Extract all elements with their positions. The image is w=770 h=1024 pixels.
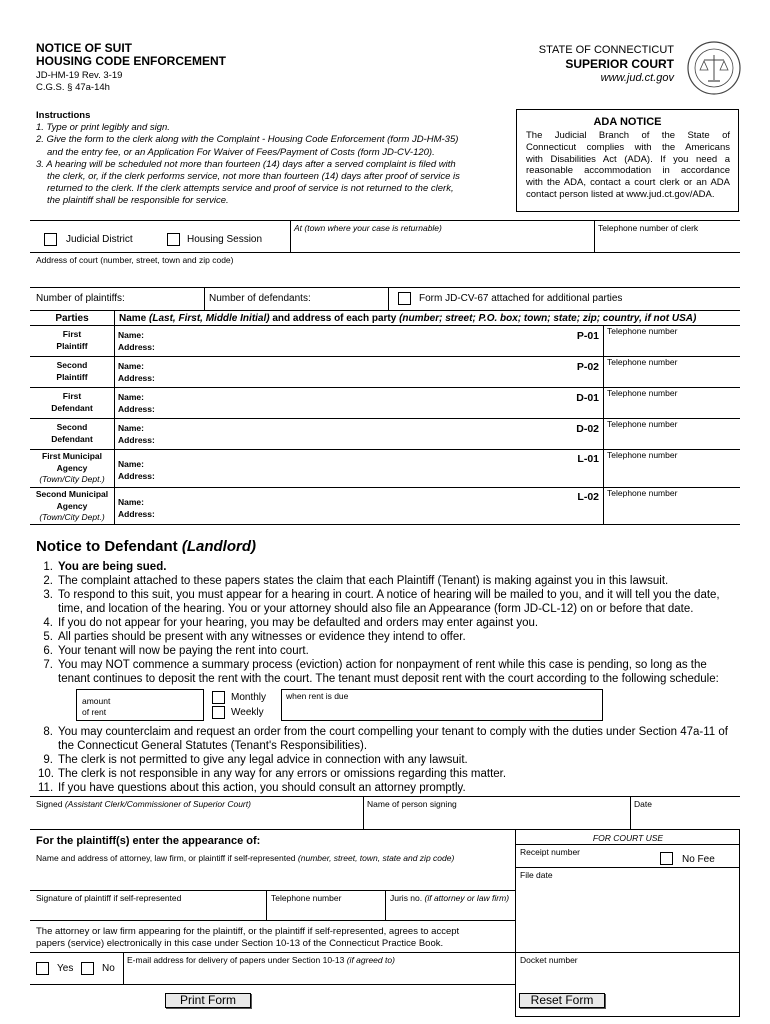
- party-type-label: First Defendant: [51, 391, 93, 413]
- ada-line: The Judicial Branch of the State of: [526, 130, 730, 141]
- divider: [204, 287, 205, 311]
- divider: [385, 890, 386, 920]
- court-address-label: Address of court (number, street, town and zip code): [36, 255, 234, 265]
- reset-form-button[interactable]: Reset Form: [519, 993, 605, 1008]
- divider: [290, 220, 291, 252]
- date-label[interactable]: Date: [634, 799, 652, 809]
- party-fields[interactable]: Name: Address:: [118, 330, 155, 352]
- ada-title: ADA NOTICE: [593, 116, 662, 128]
- party-code: L-02: [577, 491, 599, 503]
- ada-notice-box: [516, 109, 739, 212]
- divider: [30, 890, 516, 891]
- defendants-count-label: Number of defendants:: [209, 293, 311, 304]
- party-type-label: Second Municipal Agency (Town/City Dept.): [35, 489, 109, 522]
- at-town-label: At (town where your case is returnable): [294, 223, 442, 233]
- no-fee-checkbox[interactable]: [660, 852, 673, 865]
- divider: [266, 890, 267, 920]
- when-rent-due-field[interactable]: [281, 689, 603, 721]
- divider: [30, 984, 516, 985]
- instruction-line: and the entry fee, or an Application For Waiver of Fees/Payment of Costs (form JD-CV-120).: [47, 146, 435, 158]
- instructions-heading: Instructions: [36, 110, 91, 121]
- email-label[interactable]: E-mail address for delivery of papers under Section 10-13 (if agreed to): [127, 955, 395, 965]
- appearance-heading: For the plaintiff(s) enter the appearance of:: [36, 835, 261, 847]
- weekly-checkbox[interactable]: [212, 706, 225, 719]
- instruction-line: 3. A hearing will be scheduled not more than fourteen (14) days after a served complaint is filed with: [36, 158, 456, 170]
- ada-line: Connecticut complies with the Americans: [526, 141, 730, 153]
- form-id: JD-HM-19 Rev. 3-19: [36, 70, 123, 81]
- notice-list-2: [38, 725, 738, 795]
- plaintiffs-count-label: Number of plaintiffs:: [36, 293, 125, 304]
- file-date-label[interactable]: File date: [520, 870, 553, 880]
- instruction-line: the plaintiff shall be responsible for service.: [47, 195, 229, 207]
- party-code: D-01: [576, 392, 599, 404]
- divider: [603, 325, 604, 524]
- monthly-checkbox[interactable]: [212, 691, 225, 704]
- instruction-line: returned to the clerk. If the clerk attempts service and proof of service is not returned to the clerk,: [47, 183, 454, 195]
- divider: [30, 287, 740, 288]
- party-phone-label[interactable]: Telephone number: [607, 419, 678, 429]
- party-code: P-02: [576, 361, 599, 373]
- party-fields[interactable]: Name: Address:: [118, 497, 155, 519]
- weekly-label: Weekly: [231, 707, 264, 718]
- docket-number-label[interactable]: Docket number: [520, 955, 578, 965]
- party-phone-label[interactable]: Telephone number: [607, 450, 678, 460]
- divider: [30, 252, 740, 253]
- divider: [30, 310, 740, 311]
- no-fee-label: No Fee: [682, 854, 715, 865]
- divider: [30, 220, 740, 221]
- notice-item: 8. You may counterclaim and request an order from the court compelling your tenant to comply with the duties under Section 47a-11 of the Connecticut General Statutes (Tenant's Responsibilities).: [43, 726, 728, 752]
- party-fields[interactable]: Name: Address:: [118, 361, 155, 383]
- party-type-label: First Plaintiff: [56, 329, 88, 351]
- notice-item: 3. To respond to this suit, you must appear for a hearing in court. A notice of hearing will be mailed to you, and it will tell you the date, time, and location of the hearing. You or your attorney should also file an Appearance (form JD-CL-12) on or before that date.: [43, 589, 720, 615]
- divider: [515, 867, 740, 868]
- party-code: D-02: [576, 423, 599, 435]
- divider: [630, 796, 631, 829]
- signature-self-label[interactable]: Signature of plaintiff if self-represented: [36, 893, 182, 903]
- electronic-service-text: The attorney or law firm appearing for the plaintiff, or the plaintiff if self-represented, agrees to accept papers (service) electronically in this case under Section 10-13 of the Connecticut Practice Book.: [36, 926, 460, 949]
- divider: [123, 952, 124, 984]
- name-signing-label[interactable]: Name of person signing: [367, 799, 457, 809]
- notice-item: 9. The clerk is not permitted to give any legal advice in connection with any lawsuit.: [43, 754, 468, 766]
- party-code: P-01: [576, 330, 599, 342]
- party-phone-label[interactable]: Telephone number: [607, 488, 678, 498]
- divider: [388, 287, 389, 311]
- party-type-label: Second Plaintiff: [56, 360, 88, 382]
- divider: [594, 220, 595, 252]
- ada-line: reasonable accommodation in accordance: [526, 165, 730, 177]
- juris-label[interactable]: Juris no. (if attorney or law firm): [390, 893, 510, 903]
- divider: [515, 952, 740, 953]
- form-title-line2: HOUSING CODE ENFORCEMENT: [36, 54, 227, 68]
- court-header: [480, 43, 674, 85]
- court-website: www.jud.ct.gov: [600, 72, 674, 84]
- divider: [515, 844, 740, 845]
- attorney-name-address-label[interactable]: Name and address of attorney, law firm, or plaintiff if self-represented (number, street, town, state and zip code): [36, 853, 455, 863]
- amount-label: amount: [82, 696, 111, 706]
- when-due-label: when rent is due: [286, 691, 349, 701]
- party-fields[interactable]: Name: Address:: [118, 423, 155, 445]
- housing-session-checkbox[interactable]: [167, 233, 180, 246]
- instruction-line: 1. Type or print legibly and sign.: [36, 122, 170, 134]
- instruction-line: 2. Give the form to the clerk along with the Complaint - Housing Code Enforcement (form JD-HM-35): [36, 134, 459, 146]
- no-checkbox[interactable]: [81, 962, 94, 975]
- notice-item: 11. If you have questions about this action, you should consult an attorney promptly.: [38, 782, 466, 794]
- telephone-label[interactable]: Telephone number: [271, 893, 342, 903]
- form-id-block: [36, 70, 122, 94]
- ada-line: with the ADA, contact a court clerk or an ADA: [526, 177, 730, 189]
- divider: [30, 796, 740, 797]
- judicial-district-label: Judicial District: [66, 234, 133, 245]
- housing-session-label: Housing Session: [187, 234, 263, 245]
- notice-item: 5. All parties should be present with any witnesses or evidence they intend to offer.: [43, 631, 466, 643]
- amount-label: of rent: [82, 707, 107, 717]
- party-phone-label[interactable]: Telephone number: [607, 357, 678, 367]
- divider: [30, 524, 740, 525]
- party-phone-label[interactable]: Telephone number: [607, 326, 678, 336]
- instructions: [36, 110, 514, 208]
- print-form-button[interactable]: Print Form: [165, 993, 251, 1008]
- notice-title: Notice to Defendant (Landlord): [36, 538, 257, 555]
- signed-label[interactable]: Signed (Assistant Clerk/Commissioner of Superior Court): [36, 799, 251, 809]
- no-label: No: [102, 963, 115, 974]
- notice-item: 4. If you do not appear for your hearing, you may be defaulted and orders may enter against you.: [43, 617, 539, 629]
- ada-line: with Disabilities Act (ADA). If you need a: [526, 153, 730, 165]
- form-title: [36, 42, 226, 68]
- state-name: STATE OF CONNECTICUT: [538, 44, 674, 56]
- instruction-line: the clerk, or, if the clerk performs service, not more than fourteen (14) days after proof of service is: [47, 171, 460, 183]
- notice-list: [38, 560, 738, 686]
- notice-item: 10. The clerk is not responsible in any way for any errors or omissions regarding this matter.: [38, 768, 507, 780]
- divider: [114, 310, 115, 524]
- court-name: SUPERIOR COURT: [565, 57, 674, 71]
- party-fields[interactable]: Name: Address:: [118, 459, 155, 481]
- parties-desc: Name (Last, First, Middle Initial) and address of each party (number; street; P.O. box; town; state; zip; country, if not USA): [119, 313, 697, 324]
- notice-item: 6. Your tenant will now be paying the rent into court.: [43, 645, 309, 657]
- divider: [363, 796, 364, 829]
- party-type-label: Second Defendant: [51, 422, 93, 444]
- form-title-line1: NOTICE OF SUIT: [36, 41, 132, 55]
- yes-label: Yes: [57, 963, 74, 974]
- receipt-number-label[interactable]: Receipt number: [520, 847, 581, 857]
- party-phone-label[interactable]: Telephone number: [607, 388, 678, 398]
- party-type-label: First Municipal Agency (Town/City Dept.): [39, 451, 105, 484]
- judicial-district-checkbox[interactable]: [44, 233, 57, 246]
- additional-parties-checkbox[interactable]: [398, 292, 411, 305]
- ada-line: contact person listed at www.jud.ct.gov/ADA.: [526, 188, 715, 200]
- additional-parties-label: Form JD-CV-67 attached for additional parties: [419, 293, 623, 304]
- amount-of-rent-field[interactable]: [76, 689, 204, 721]
- party-fields[interactable]: Name: Address:: [118, 392, 155, 414]
- yes-checkbox[interactable]: [36, 962, 49, 975]
- clerk-phone-label: Telephone number of clerk: [598, 223, 699, 233]
- parties-header: Parties: [55, 313, 89, 324]
- divider: [30, 920, 516, 921]
- notice-item: 2. The complaint attached to these papers states the claim that each Plaintiff (Tenant) is making against you in this lawsuit.: [43, 575, 669, 587]
- notice-item: 7. You may NOT commence a summary process (eviction) action for nonpayment of rent while this case is pending, so long as the tenant continues to deposit the rent with the court. The tenant must deposit rent with the court according to the following schedule:: [43, 659, 719, 685]
- state-seal-icon: [686, 40, 742, 96]
- notice-item: 1. You are being sued.: [43, 561, 167, 573]
- statute: C.G.S. § 47a-14h: [36, 82, 110, 93]
- party-code: L-01: [577, 453, 599, 465]
- court-use-title: FOR COURT USE: [592, 833, 664, 843]
- monthly-label: Monthly: [231, 692, 267, 703]
- divider: [30, 952, 516, 953]
